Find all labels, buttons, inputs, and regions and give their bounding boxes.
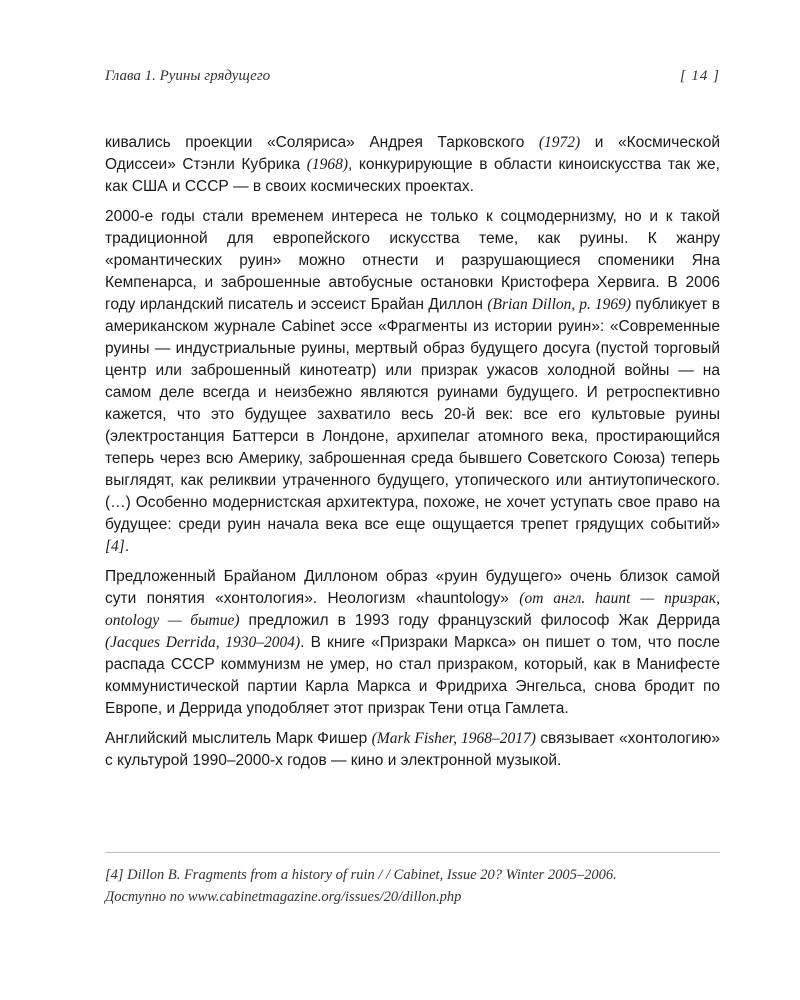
footnote-divider	[105, 852, 720, 853]
text-run: предложил в 1993 году французский философ Жак Деррида	[239, 612, 720, 629]
footnote	[105, 864, 720, 908]
running-header	[105, 68, 720, 90]
text-run: .	[124, 538, 130, 555]
italic-run: (Jacques Derrida, 1930–2004)	[105, 634, 301, 651]
text-run: 2000-е годы стали временем интереса не только к соцмодернизму, но и к такой традиционной для европейского искусства теме, как руины. К жанру «романтических руин» можно отнести и разрушающиеся споменики Яна Кемпенарса, и заброшенные автобусные остановки Кристофера Хервига. В 2006 году ирландский писатель и эссеист Брайан Диллон	[105, 208, 720, 313]
text-run: связывает «хонтологию» с культурой 1990–2000-х годов — кино и электронной музыкой.	[105, 730, 720, 769]
text-run: , конкурирующие в области киноискусства так же, как США и СССР — в своих космических проектах.	[105, 156, 720, 195]
paragraph	[105, 566, 720, 720]
italic-run: (1972)	[538, 134, 581, 151]
italic-run: (от англ. haunt — призрак, ontology — бытие)	[105, 590, 720, 629]
text-run: публикует в американском журнале Cabinet эссе «Фрагменты из истории руин»: «Современные руины — индустриальные руины, мертвый образ будущего досуга (пустой торговый центр или заброшенный кинотеатр) или призрак ужасов холодной войны — на самом деле всегда и неизбежно являются руинами будущего. И ретроспективно кажется, что это будущее захватило весь 20-й век: все его культовые руины (электростанция Баттерси в Лондоне, архипелаг атомного века, простирающийся теперь через всю Америку, заброшенная среда бывшего Советского Союза) теперь выглядят, как реликвии утраченного будущего, утопического или антиутопического. (…) Особенно модернистская архитектура, похоже, не хочет уступать свое право на будущее: среди руин начала века все еще ощущается трепет грядущих событий»	[105, 296, 720, 533]
text-run: Предложенный Брайаном Диллоном образ «руин будущего» очень близок самой сути понятия «хонтология». Неологизм «hauntology»	[105, 568, 720, 607]
italic-run: (Brian Dillon, p. 1969)	[487, 296, 631, 313]
footnote-link: Доступно по www.cabinetmagazine.org/issues/20/dillon.php	[105, 889, 462, 905]
chapter-title: Глава 1. Руины грядущего	[105, 68, 271, 84]
paragraph	[105, 206, 720, 558]
paragraph	[105, 132, 720, 198]
text-run: Английский мыслитель Марк Фишер	[105, 730, 372, 747]
paragraph	[105, 728, 720, 772]
text-run: кивались проекции «Соляриса» Андрея Тарковского	[105, 134, 539, 151]
text-run: . В книге «Призраки Маркса» он пишет о том, что после распада СССР коммунизм не умер, но стал призраком, который, как в Манифесте коммунистической партии Карла Маркса и Фридриха Энгельса, снова бродит по Европе, и Деррида уподобляет этот призрак Тени отца Гамлета.	[105, 634, 720, 717]
footnote-reference: [4]	[105, 538, 125, 555]
italic-run: (Mark Fisher, 1968–2017)	[371, 730, 536, 747]
footnote-citation: [4] Dillon B. Fragments from a history of ruin / / Cabinet, Issue 20? Winter 2005–2006.	[105, 867, 617, 883]
italic-run: (1968)	[306, 156, 349, 173]
text-run: и «Космической Одиссеи» Стэнли Кубрика	[105, 134, 720, 173]
page-number: [ 14 ]	[679, 68, 720, 84]
main-text	[105, 132, 720, 780]
